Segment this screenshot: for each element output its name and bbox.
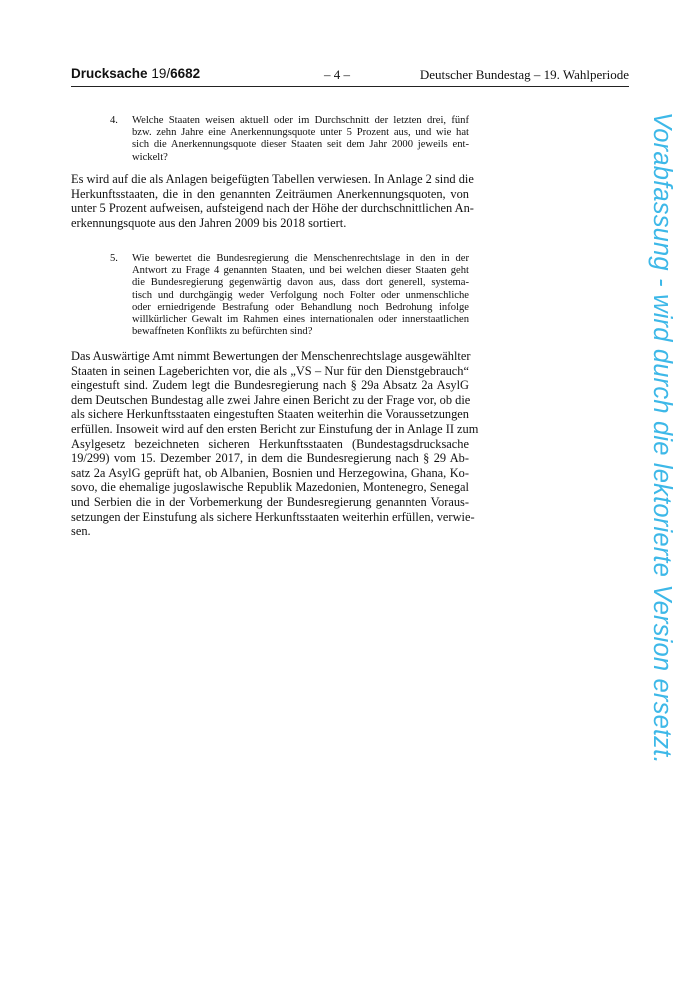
question-line: tisch und durchgängig weder Verfolgung noch Folter oder unmenschliche: [132, 289, 469, 301]
question-text: [132, 115, 469, 164]
question-line: willkürlicher Gewalt im Rahmen eines internationalen oder innerstaatlichen: [132, 314, 469, 326]
answer-line: Es wird auf die als Anlagen beigefügten Tabellen verwiesen. In Anlage 2 sind die: [71, 172, 474, 186]
question-line: bewaffneten Konflikts zu befürchten sind?: [132, 326, 313, 338]
question-line: wickelt?: [132, 151, 168, 163]
question-4: [110, 115, 469, 164]
doc-session: 19/: [151, 66, 171, 81]
question-line: die Bundesregierung gegenwärtig davon aus, dass dort generell, systema-: [132, 277, 469, 289]
answer-line: und Serbien die in der Vorbemerkung der Bundesregierung genannten Voraus-: [71, 494, 469, 509]
answer-line: 19/299) vom 15. Dezember 2017, in dem die Bundesregierung nach § 29 Ab-: [71, 451, 469, 466]
question-number: 4.: [110, 115, 118, 126]
answer-line: setzungen der Einstufung als sichere Herkunftsstaaten weiterhin erfüllen, verwie-: [71, 509, 475, 524]
question-5: [110, 253, 469, 338]
publisher: Deutscher Bundestag – 19. Wahlperiode: [419, 67, 629, 82]
answer-line: erkennungsquote aus den Jahren 2009 bis 2018 sortiert.: [71, 215, 347, 230]
answer-line: dem Deutschen Bundestag alle zwei Jahre einen Bericht zu der Frage vor, ob die: [71, 392, 471, 407]
question-line: Welche Staaten weisen aktuell oder im Durchschnitt der letzten drei, fünf: [132, 115, 469, 126]
doc-number: 6682: [170, 66, 201, 81]
question-line: oder erniedrigende Bestrafung oder Behandlung noch Bedrohung infolge: [132, 301, 469, 313]
draft-watermark: Vorabfassung - wird durch die lektorierte Version ersetzt.: [648, 112, 676, 764]
question-number: 5.: [110, 253, 118, 264]
answer-line: Staaten in seinen Lageberichten vor, die als „VS – Nur für den Dienstgebrauch“: [71, 363, 469, 378]
answer-line: sen.: [71, 524, 91, 539]
answer-5: [71, 349, 479, 539]
answer-line: eingestuft sind. Zudem legt die Bundesregierung nach § 29a Absatz 2a AsylG: [71, 378, 469, 393]
question-text: [132, 253, 469, 338]
question-line: Antwort zu Frage 4 genannten Staaten, und bei welchen dieser Staaten geht: [132, 265, 469, 277]
answer-line: satz 2a AsylG geprüft hat, ob Albanien, Bosnien und Herzegowina, Ghana, Ko-: [71, 465, 469, 480]
doc-label: Drucksache: [71, 66, 148, 81]
page-number: – 4 –: [324, 67, 350, 82]
question-line: sich die Anerkennungsquote dieser Staaten seit dem Jahr 2000 jeweils ent-: [132, 139, 469, 151]
answer-line: Asylgesetz bezeichneten sicheren Herkunftsstaaten (Bundestagsdrucksache: [71, 436, 469, 451]
answer-line: sovo, die ehemalige jugoslawische Republik Mazedonien, Montenegro, Senegal: [71, 480, 469, 495]
answer-line: erfüllen. Insoweit wird auf den ersten Bericht zur Einstufung der in Anlage II zum: [71, 421, 479, 436]
answer-line: Das Auswärtige Amt nimmt Bewertungen der Menschenrechtslage ausgewählter: [71, 349, 471, 363]
answer-4: [71, 172, 474, 230]
answer-line: unter 5 Prozent aufweisen, aufsteigend nach der Höhe der durchschnittlichen An-: [71, 201, 474, 216]
page-header: [71, 66, 629, 87]
document-id: [71, 66, 200, 82]
answer-line: Herkunftsstaaten, die in den genannten Zeiträumen Anerkennungsquoten, von: [71, 186, 469, 201]
question-line: bzw. zehn Jahre eine Anerkennungsquote unter 5 Prozent aus, und wie hat: [132, 127, 469, 139]
answer-line: als sichere Herkunftsstaaten eingestuften Staaten weiterhin die Voraussetzungen: [71, 407, 469, 422]
question-line: Wie bewertet die Bundesregierung die Menschenrechtslage in den in der: [132, 253, 469, 264]
